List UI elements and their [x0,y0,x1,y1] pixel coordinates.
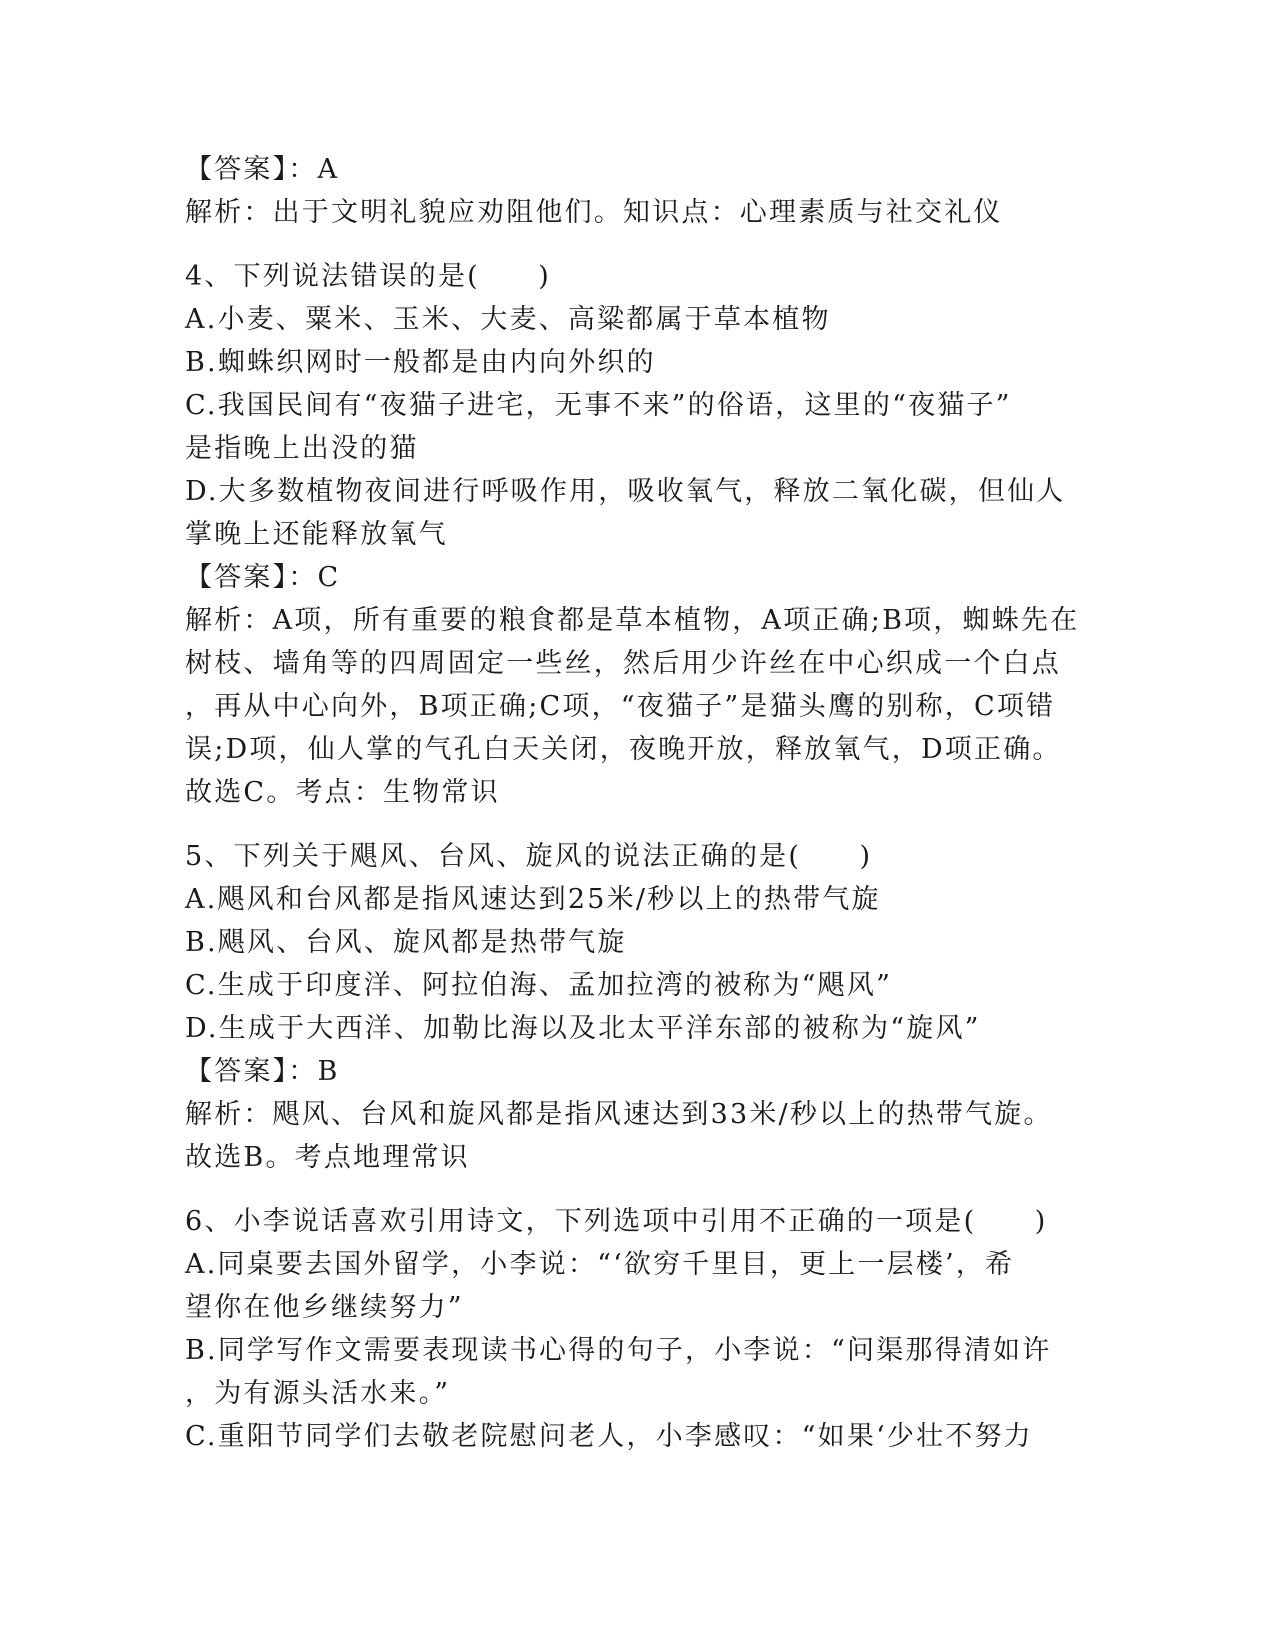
q4-analysis-line4: 误;D项，仙人掌的气孔白天关闭，夜晚开放，释放氧气，D项正确。 [185,734,1062,765]
q4-option-c-line2: 是指晚上出没的猫 [185,433,419,464]
q4-option-c-line1: C.我国民间有“夜猫子进宅，无事不来”的俗语，这里的“夜猫子” [185,390,1012,421]
q6-question: 6、小李说话喜欢引用诗文，下列选项中引用不正确的一项是( ) [185,1206,1048,1237]
q5-option-b: B.飓风、台风、旋风都是热带气旋 [185,927,627,958]
q5-option-c: C.生成于印度洋、阿拉伯海、孟加拉湾的被称为“飓风” [185,970,893,1001]
spacer [185,1179,1095,1200]
spacer [185,814,1095,835]
q5-option-d: D.生成于大西洋、加勒比海以及北太平洋东部的被称为“旋风” [185,1013,981,1044]
q4-analysis-line2: 树枝、墙角等的四周固定一些丝，然后用少许丝在中心织成一个白点 [185,648,1061,679]
q3-analysis: 解析：出于文明礼貌应劝阻他们。知识点：心理素质与社交礼仪 [185,197,1003,228]
q6-option-b-line2: ，为有源头活水来。” [185,1378,451,1409]
spacer [185,234,1095,255]
q4-option-d-line1: D.大多数植物夜间进行呼吸作用，吸收氧气，释放二氧化碳，但仙人 [185,476,1066,507]
q6-option-c-line1: C.重阳节同学们去敬老院慰问老人，小李感叹：“如果‘少壮不努力 [185,1421,1033,1452]
q4-option-d-line2: 掌晚上还能释放氧气 [185,519,448,550]
q5-analysis-line1: 解析：飓风、台风和旋风都是指风速达到33米/秒以上的热带气旋。 [185,1099,1053,1130]
q4-option-a: A.小麦、粟米、玉米、大麦、高粱都属于草本植物 [185,304,831,335]
q6-option-a-line2: 望你在他乡继续努力” [185,1292,464,1323]
q6-option-b-line1: B.同学写作文需要表现读书心得的句子，小李说：“问渠那得清如许 [185,1335,1052,1366]
q6-option-a-line1: A.同桌要去国外留学，小李说：“‘欲穷千里目，更上一层楼’，希 [185,1249,1015,1280]
q3-answer: 【答案】：A [185,154,340,185]
q5-option-a: A.飓风和台风都是指风速达到25米/秒以上的热带气旋 [185,884,881,915]
document-page [185,148,1095,1458]
q4-answer: 【答案】：C [185,562,341,593]
q4-analysis-line5: 故选C。考点：生物常识 [185,777,500,808]
q5-question: 5、下列关于飓风、台风、旋风的说法正确的是( ) [185,841,873,872]
q4-option-b: B.蜘蛛织网时一般都是由内向外织的 [185,347,656,378]
q5-analysis-line2: 故选B。考点地理常识 [185,1142,470,1173]
q5-answer: 【答案】：B [185,1056,340,1087]
q4-analysis-line3: ，再从中心向外，B项正确;C项，“夜猫子”是猫头鹰的别称，C项错 [185,691,1056,722]
q4-analysis-line1: 解析：A项，所有重要的粮食都是草本植物，A项正确;B项，蜘蛛先在 [185,605,1080,636]
q4-question: 4、下列说法错误的是( ) [185,261,552,292]
